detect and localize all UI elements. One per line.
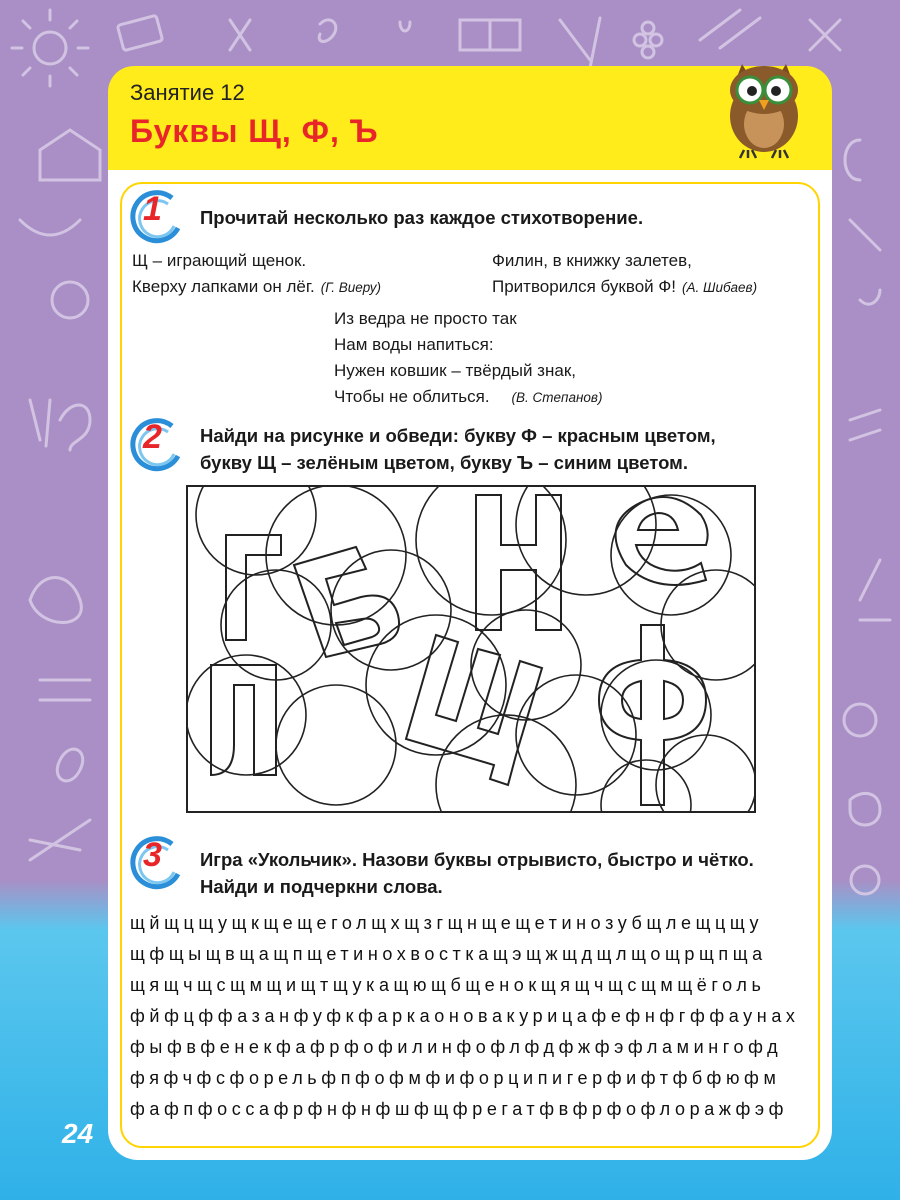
- grid-row[interactable]: фйфцффазанфуфкфаркаоновакурицафефнфгффаунах: [130, 1006, 800, 1026]
- lesson-title: Буквы Щ, Ф, Ъ: [130, 113, 379, 149]
- grid-row[interactable]: щфщыщвщащпщетинохвосткащэщжщдщлщощрщпща: [130, 944, 767, 964]
- poem-line: Нужен ковшик – твёрдый знак,: [334, 361, 576, 380]
- poem-line: Нам воды напиться:: [334, 335, 494, 354]
- puzzle-letter-shapes: [211, 495, 708, 805]
- task3-instruction: Игра «Укольчик». Назови буквы отрывисто, быстро и чётко. Найди и подчеркни слова.: [200, 849, 754, 897]
- grid-row[interactable]: фафпфоссафрфнфнфшфщфрегатфвфрфофлоражфэф: [130, 1099, 789, 1119]
- hidden-letters-puzzle[interactable]: [186, 485, 756, 813]
- poem-author: (Г. Виеру): [320, 280, 382, 295]
- poem-line: Филин, в книжку залетев,: [492, 251, 692, 270]
- poem-center: [334, 306, 602, 411]
- poem-right: [492, 248, 757, 301]
- poem-left: [132, 248, 381, 301]
- letter-grid[interactable]: [130, 908, 820, 1125]
- owl-mascot-icon: [714, 50, 814, 162]
- grid-row[interactable]: фяфчфсфорельфпфофмфифорципигерфифтфбфюфм: [130, 1068, 781, 1088]
- poem-line: Чтобы не облиться. (В. Степанов): [334, 387, 603, 406]
- poem-line: Щ – играющий щенок.: [132, 251, 307, 270]
- lesson-number: Занятие 12: [130, 80, 245, 105]
- task3-number: 3: [143, 836, 162, 874]
- grid-row[interactable]: щящчщсщмщищтщукащющбщенокщящчщсщмщёголь: [130, 975, 766, 995]
- poem-line: Кверху лапками он лёг. (Г. Виеру): [132, 277, 382, 296]
- grid-row[interactable]: фыфвфенекфафрфофилинфофлфдфжфэфламингофд: [130, 1037, 783, 1057]
- poem-line: Из ведра не просто так: [334, 309, 517, 328]
- page-number: 24: [62, 1118, 94, 1149]
- grid-row[interactable]: щйщцщущкщещеголщхщзгщнщещетинозубщлещцщу: [130, 913, 764, 933]
- task1-instruction: Прочитай несколько раз каждое стихотворение.: [200, 207, 644, 228]
- task1-number: 1: [143, 190, 162, 228]
- task2-instruction: Найди на рисунке и обведи: букву Ф – красным цветом, букву Щ – зелёным цветом, букву Ъ – синим цветом.: [200, 425, 716, 473]
- poem-author: (А. Шибаев): [682, 280, 758, 295]
- poem-author: (В. Степанов): [511, 390, 603, 405]
- task2-number: 2: [143, 418, 162, 456]
- poem-line: Притворился буквой Ф! (А. Шибаев): [492, 277, 758, 296]
